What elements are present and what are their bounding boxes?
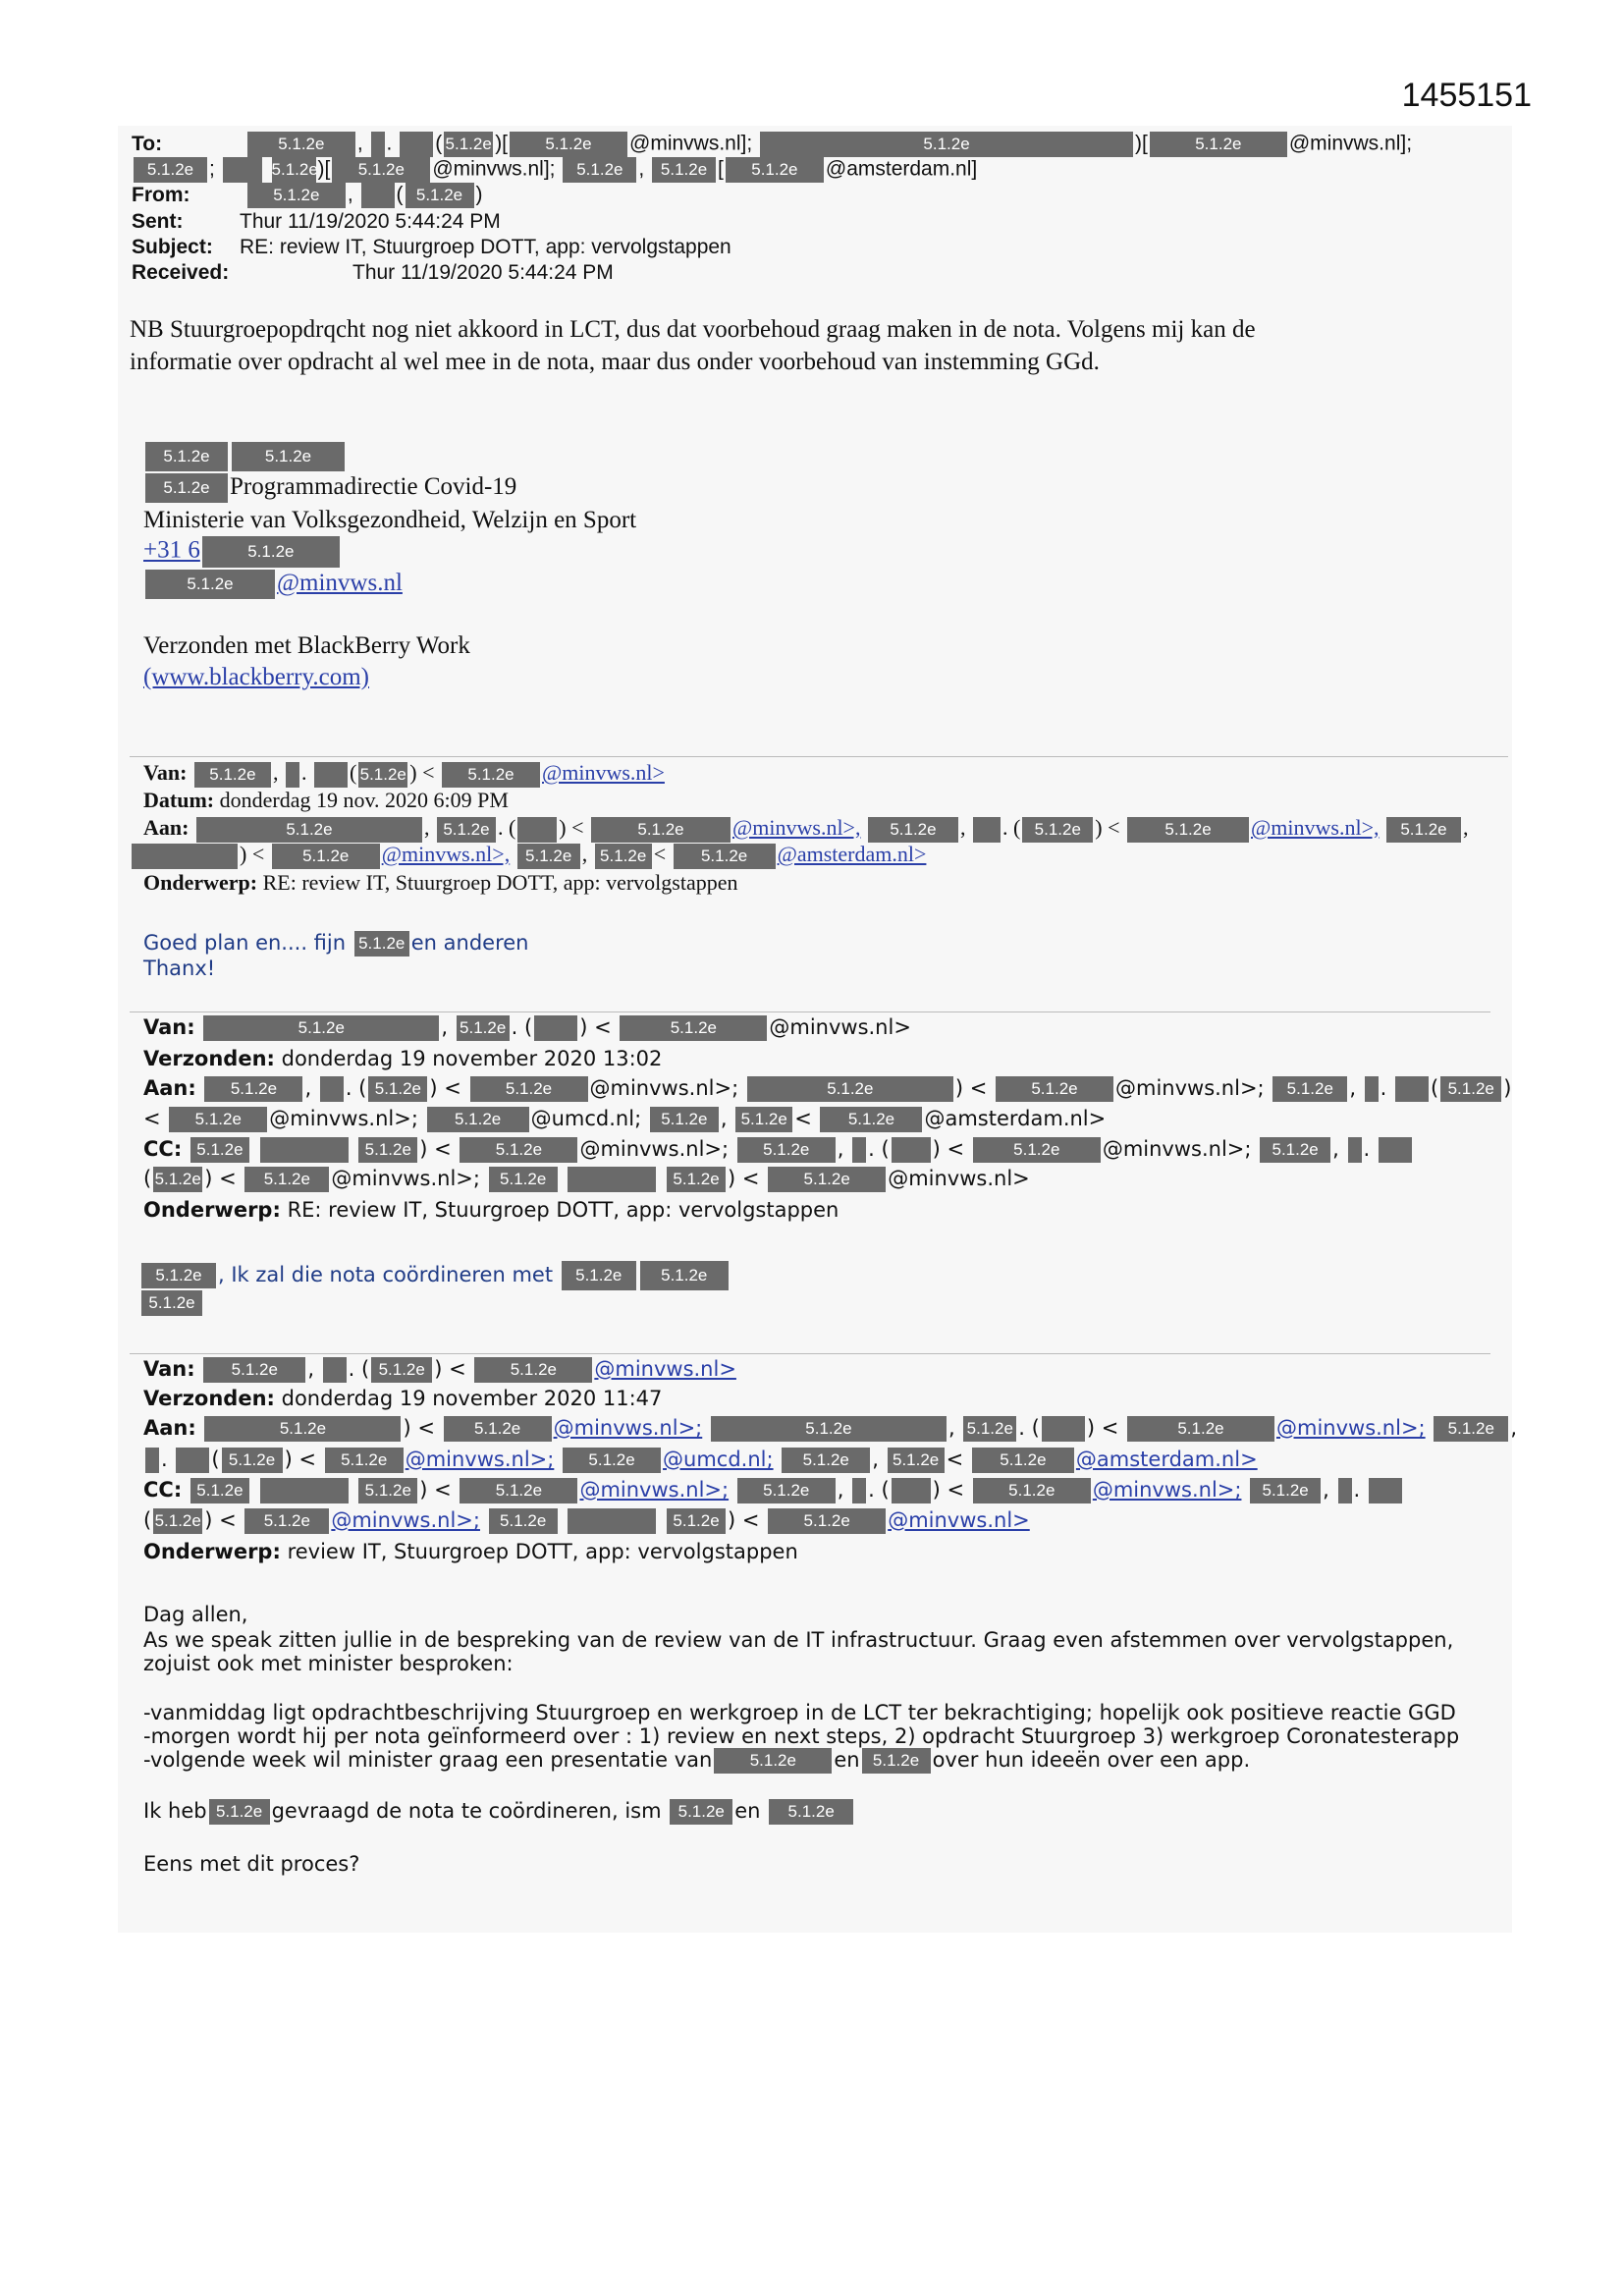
redaction xyxy=(534,1015,577,1041)
onderwerp-label: Onderwerp: xyxy=(143,1198,281,1222)
coord-en: en xyxy=(734,1799,761,1823)
redaction: 5.1.2e xyxy=(670,1799,732,1825)
verzonden-value: donderdag 19 november 2020 13:02 xyxy=(281,1047,663,1070)
msg3-aan-row2: . ( 5.1.2e ) < 5.1.2e @minvws.nl>; 5.1.2e @umcd.nl; 5.1.2e , 5.1.2e < 5.1.2e @amsterdam.nl> xyxy=(143,1448,1258,1473)
redaction: 5.1.2e xyxy=(737,1478,836,1503)
redaction: 5.1.2e xyxy=(737,1137,836,1163)
cc-label: CC: xyxy=(143,1137,183,1161)
msg1-datum-row xyxy=(143,788,509,813)
aan-label: Aan: xyxy=(143,1076,196,1100)
redaction xyxy=(1395,1076,1429,1102)
msg2-onderwerp-row xyxy=(143,1198,839,1222)
onderwerp-value: RE: review IT, Stuurgroep DOTT, app: vervolgstappen xyxy=(262,870,738,895)
redaction: 5.1.2e xyxy=(244,1508,329,1534)
redaction: 5.1.2e xyxy=(272,844,380,869)
van-label: Van: xyxy=(143,760,188,785)
email-link[interactable]: @minvws.nl>, xyxy=(1251,815,1380,840)
redaction xyxy=(568,1508,656,1534)
email-link[interactable]: @umcd.nl; xyxy=(663,1448,774,1471)
redaction: 5.1.2e xyxy=(194,762,271,788)
verzonden-label: Verzonden: xyxy=(143,1387,275,1410)
msg3-coord-row xyxy=(143,1799,855,1825)
redaction xyxy=(176,1448,209,1473)
redaction: 5.1.2e xyxy=(444,1416,552,1442)
email-link[interactable]: @minvws.nl> xyxy=(594,1357,736,1381)
sent-label: Sent: xyxy=(132,210,184,233)
redaction: 5.1.2e xyxy=(747,1076,953,1102)
redaction: 5.1.2e xyxy=(1022,817,1093,843)
signature-programme: Programmadirectie Covid-19 xyxy=(230,473,517,500)
msg2-aan-row2: < 5.1.2e @minvws.nl>; 5.1.2e @umcd.nl; 5.1.2e , 5.1.2e < 5.1.2e @amsterdam.nl> xyxy=(143,1107,1107,1130)
sent-value: Thur 11/19/2020 5:44:24 PM xyxy=(240,210,501,233)
onderwerp-value: review IT, Stuurgroep DOTT, app: vervolgstappen xyxy=(287,1540,798,1563)
header-from-row: From: 5.1.2e , ( 5.1.2e ) xyxy=(132,183,483,208)
redaction: 5.1.2e xyxy=(820,1107,922,1132)
redaction: 5.1.2e xyxy=(1260,1137,1330,1163)
bullet3-mid: en xyxy=(834,1748,860,1772)
email-domain: @minvws.nl> xyxy=(888,1167,1030,1190)
blackberry-link[interactable] xyxy=(143,664,369,691)
aan-label: Aan: xyxy=(143,815,189,840)
phone-link[interactable]: +31 6 xyxy=(143,536,200,564)
msg1-aan-row2: ) < 5.1.2e @minvws.nl>, 5.1.2e , 5.1.2e < 5.1.2e @amsterdam.nl> xyxy=(130,842,926,869)
msg3-bullet2: -morgen wordt hij per nota geïnformeerd over : 1) review en next steps, 2) opdracht Stuurgroep 3) werkgroep Coronatesterapp xyxy=(143,1724,1460,1748)
redaction: 5.1.2e xyxy=(325,1448,404,1473)
email-domain: @minvws.nl>; xyxy=(269,1107,418,1130)
email-link[interactable]: @minvws.nl>; xyxy=(579,1478,730,1502)
header-sent-row xyxy=(132,210,501,234)
redaction: 5.1.2e xyxy=(563,157,636,183)
redaction: 5.1.2e xyxy=(427,1107,529,1132)
divider xyxy=(130,1011,1490,1012)
redaction: 5.1.2e xyxy=(973,1478,1091,1503)
redaction: 5.1.2e xyxy=(862,1748,931,1774)
email-domain: @minvws.nl>; xyxy=(331,1167,480,1190)
to-label: To: xyxy=(132,132,163,155)
onderwerp-value: RE: review IT, Stuurgroep DOTT, app: vervolgstappen xyxy=(287,1198,839,1222)
msg3-cc-row1: CC: 5.1.2e 5.1.2e ) < 5.1.2e @minvws.nl>; 5.1.2e , . ( ) < 5.1.2e @minvws.nl>; 5.1.2e , . xyxy=(143,1478,1404,1503)
redaction: 5.1.2e xyxy=(620,1015,767,1041)
redaction: 5.1.2e xyxy=(247,183,346,208)
received-label: Received: xyxy=(132,261,230,284)
redaction: 5.1.2e xyxy=(652,157,716,183)
redaction xyxy=(132,844,238,869)
msg1-body-pre: Goed plan en.... fijn xyxy=(143,931,347,955)
email-domain: @minvws.nl>; xyxy=(1102,1137,1252,1161)
redaction xyxy=(1379,1137,1412,1163)
bullet3-post: over hun ideeën over een app. xyxy=(932,1748,1251,1772)
email-domain: @minvws.nl>; xyxy=(579,1137,730,1161)
blackberry-link-text[interactable]: (www.blackberry.com) xyxy=(143,664,369,690)
redaction: 5.1.2e xyxy=(714,1748,832,1774)
msg2-cc-row1: CC: 5.1.2e 5.1.2e ) < 5.1.2e @minvws.nl>; 5.1.2e , . ( ) < 5.1.2e @minvws.nl>; 5.1.2e , . xyxy=(143,1137,1414,1163)
redaction: 5.1.2e xyxy=(457,1015,510,1041)
redaction: 5.1.2e xyxy=(190,1478,249,1503)
redaction: 5.1.2e xyxy=(868,817,958,843)
redaction: 5.1.2e xyxy=(470,1076,588,1102)
datum-label: Datum: xyxy=(143,788,215,812)
redaction: 5.1.2e xyxy=(141,1263,216,1288)
redaction: 5.1.2e xyxy=(460,1478,577,1503)
redaction: 5.1.2e xyxy=(358,762,407,788)
msg3-greeting: Dag allen, xyxy=(143,1603,248,1626)
redaction: 5.1.2e xyxy=(782,1448,870,1473)
redaction xyxy=(323,1357,347,1383)
msg3-bullet1: -vanmiddag ligt opdrachtbeschrijving Stuurgroep en werkgroep in de LCT ter bekrachtiging; hopelijk ook positieve reactie GGD xyxy=(143,1701,1456,1724)
redaction: 5.1.2e xyxy=(145,442,228,471)
redaction: 5.1.2e xyxy=(272,157,316,183)
redaction xyxy=(852,1137,866,1163)
redaction xyxy=(892,1137,931,1163)
redaction: 5.1.2e xyxy=(667,1508,726,1534)
redaction: 5.1.2e xyxy=(203,1357,305,1383)
email-link[interactable]: @amsterdam.nl> xyxy=(1075,1448,1258,1471)
email-domain: @umcd.nl; xyxy=(530,1107,642,1130)
redaction: 5.1.2e xyxy=(232,442,345,471)
redaction: 5.1.2e xyxy=(1127,1416,1274,1442)
redaction: 5.1.2e xyxy=(145,473,228,503)
onderwerp-label: Onderwerp: xyxy=(143,870,258,895)
redaction: 5.1.2e xyxy=(460,1137,577,1163)
redaction xyxy=(145,1448,159,1473)
signature-name-row xyxy=(143,442,347,471)
email-link[interactable]: @amsterdam.nl> xyxy=(777,842,927,866)
redaction: 5.1.2e xyxy=(562,1261,636,1290)
redaction xyxy=(1042,1416,1085,1442)
email-link[interactable]: @minvws.nl>; xyxy=(1092,1478,1242,1502)
document-id: 1455151 xyxy=(1401,77,1532,114)
email-link[interactable]: @minvws.nl>; xyxy=(1275,1416,1426,1440)
redaction: 5.1.2e xyxy=(963,1416,1016,1442)
msg2-body-text: , Ik zal die nota coördineren met xyxy=(218,1263,554,1286)
redaction: 5.1.2e xyxy=(354,931,409,957)
msg2-body-row2 xyxy=(139,1290,204,1316)
coord-pre: Ik heb xyxy=(143,1799,207,1823)
msg1-body-line1 xyxy=(143,931,528,957)
redaction: 5.1.2e xyxy=(202,536,340,568)
redaction: 5.1.2e xyxy=(204,1416,401,1442)
msg1-aan-row1: Aan: 5.1.2e , 5.1.2e . ( ) < 5.1.2e @minvws.nl>, 5.1.2e , . ( 5.1.2e ) < 5.1.2e @minvws.nl>, 5.1.2e , xyxy=(143,815,1468,843)
verzonden-label: Verzonden: xyxy=(143,1047,275,1070)
msg3-para1-line2: zojuist ook met minister besproken: xyxy=(143,1652,514,1675)
redaction: 5.1.2e xyxy=(1250,1478,1321,1503)
redaction: 5.1.2e xyxy=(711,1416,947,1442)
redaction: 5.1.2e xyxy=(358,1137,417,1163)
redaction: 5.1.2e xyxy=(209,1799,270,1825)
redaction xyxy=(286,762,299,788)
verzonden-value: donderdag 19 november 2020 11:47 xyxy=(281,1387,663,1410)
subject-value: RE: review IT, Stuurgroep DOTT, app: vervolgstappen xyxy=(240,236,731,258)
email-domain: @minvws.nl>; xyxy=(1114,1076,1265,1100)
email-domain: @minvws.nl]; xyxy=(432,157,556,181)
redaction: 5.1.2e xyxy=(442,762,540,788)
redaction: 5.1.2e xyxy=(437,817,496,843)
msg2-cc-row2: ( 5.1.2e ) < 5.1.2e @minvws.nl>; 5.1.2e 5.1.2e ) < 5.1.2e @minvws.nl> xyxy=(143,1167,1030,1190)
redaction xyxy=(568,1167,656,1192)
redaction xyxy=(1365,1076,1379,1102)
redaction: 5.1.2e xyxy=(145,570,275,599)
redaction: 5.1.2e xyxy=(1272,1076,1347,1102)
redaction xyxy=(1369,1478,1402,1503)
subject-label: Subject: xyxy=(132,236,213,258)
email-domain: @minvws.nl]; xyxy=(1288,132,1413,155)
msg3-para1-line1: As we speak zitten jullie in de bespreking van de review van de IT infrastructuur. Graag even afstemmen over vervolgstappen, xyxy=(143,1628,1454,1652)
msg2-body xyxy=(139,1261,731,1290)
msg2-verzonden-row xyxy=(143,1047,662,1070)
from-label: From: xyxy=(132,183,190,206)
redaction xyxy=(1348,1137,1362,1163)
redaction xyxy=(361,183,395,208)
redaction xyxy=(1338,1478,1352,1503)
redaction: 5.1.2e xyxy=(591,817,731,843)
redaction: 5.1.2e xyxy=(196,817,422,843)
redaction: 5.1.2e xyxy=(141,1290,202,1316)
msg3-onderwerp-row xyxy=(143,1540,798,1563)
msg2-aan-row1: Aan: 5.1.2e , . ( 5.1.2e ) < 5.1.2e @minvws.nl>; 5.1.2e ) < 5.1.2e @minvws.nl>; 5.1.2e , . ( 5.1.2e ) xyxy=(143,1076,1512,1100)
redaction: 5.1.2e xyxy=(1434,1416,1508,1442)
redaction: 5.1.2e xyxy=(1127,817,1249,843)
redaction xyxy=(892,1478,931,1503)
redaction: 5.1.2e xyxy=(153,1508,202,1534)
msg3-closing: Eens met dit proces? xyxy=(143,1852,360,1876)
redaction: 5.1.2e xyxy=(204,1076,302,1102)
email-domain: @amsterdam.nl> xyxy=(924,1107,1107,1130)
redaction: 5.1.2e xyxy=(169,1107,267,1132)
redaction: 5.1.2e xyxy=(489,1167,558,1192)
redaction: 5.1.2e xyxy=(760,132,1133,157)
redaction: 5.1.2e xyxy=(768,1167,886,1192)
redaction xyxy=(852,1478,866,1503)
aan-label: Aan: xyxy=(143,1416,196,1440)
redaction: 5.1.2e xyxy=(1150,132,1287,157)
redaction xyxy=(517,817,557,843)
redaction: 5.1.2e xyxy=(247,132,355,157)
redaction: 5.1.2e xyxy=(406,183,474,208)
msg3-verzonden-row xyxy=(143,1387,662,1410)
divider xyxy=(130,1353,1490,1354)
signature-phone-row xyxy=(143,536,342,568)
redaction: 5.1.2e xyxy=(134,157,207,183)
signature-programme-row xyxy=(143,473,516,503)
msg3-bullet3 xyxy=(143,1748,1250,1774)
email-link[interactable]: @minvws.nl>; xyxy=(405,1448,555,1471)
redaction: 5.1.2e xyxy=(153,1167,202,1192)
signature-ministry: Ministerie van Volksgezondheid, Welzijn en Sport xyxy=(143,507,637,533)
msg1-onderwerp-row xyxy=(143,870,737,896)
redaction: 5.1.2e xyxy=(768,1508,886,1534)
email-link[interactable]: @minvws.nl xyxy=(277,570,403,596)
redaction: 5.1.2e xyxy=(203,1015,439,1041)
email-link[interactable]: @minvws.nl>, xyxy=(381,842,511,866)
msg3-cc-row2: ( 5.1.2e ) < 5.1.2e @minvws.nl>; 5.1.2e 5.1.2e ) < 5.1.2e @minvws.nl> xyxy=(143,1508,1030,1532)
redaction: 5.1.2e xyxy=(371,1357,432,1383)
redaction: 5.1.2e xyxy=(444,132,493,157)
msg1-van-row: Van: 5.1.2e , . ( 5.1.2e ) < 5.1.2e @minvws.nl> xyxy=(143,760,665,788)
email-link[interactable]: @minvws.nl>, xyxy=(732,815,861,840)
header-subject-row xyxy=(132,236,731,259)
msg1-body-post: en anderen xyxy=(410,931,529,955)
redaction: 5.1.2e xyxy=(190,1137,249,1163)
redaction: 5.1.2e xyxy=(368,1076,427,1102)
msg1-body-thanx: Thanx! xyxy=(143,957,216,980)
redaction: 5.1.2e xyxy=(726,157,824,183)
redaction xyxy=(400,132,433,157)
redaction: 5.1.2e xyxy=(972,1448,1074,1473)
onderwerp-label: Onderwerp: xyxy=(143,1540,281,1563)
van-label: Van: xyxy=(143,1015,195,1039)
body-line: informatie over opdracht al wel mee in de nota, maar dus onder voorbehoud van instemming GGd. xyxy=(130,349,1100,375)
redaction xyxy=(973,817,1001,843)
redaction: 5.1.2e xyxy=(640,1261,729,1290)
email-domain: @minvws.nl]; xyxy=(629,132,753,155)
redaction: 5.1.2e xyxy=(332,157,430,183)
email-domain: @minvws.nl>; xyxy=(589,1076,739,1100)
redaction: 5.1.2e xyxy=(667,1167,726,1192)
redaction xyxy=(371,132,385,157)
cc-label: CC: xyxy=(143,1478,183,1502)
redaction: 5.1.2e xyxy=(1440,1076,1501,1102)
van-label: Van: xyxy=(143,1357,195,1381)
redaction: 5.1.2e xyxy=(474,1357,592,1383)
redaction: 5.1.2e xyxy=(358,1478,417,1503)
redaction: 5.1.2e xyxy=(222,1448,283,1473)
redaction: 5.1.2e xyxy=(563,1448,661,1473)
coord-mid: gevraagd de nota te coördineren, ism xyxy=(271,1799,662,1823)
redaction: 5.1.2e xyxy=(510,132,627,157)
redaction: 5.1.2e xyxy=(650,1107,719,1132)
redaction xyxy=(260,1478,349,1503)
redaction: 5.1.2e xyxy=(769,1799,853,1825)
header-received-row xyxy=(132,261,614,285)
datum-value: donderdag 19 nov. 2020 6:09 PM xyxy=(219,788,509,812)
redaction: 5.1.2e xyxy=(1386,817,1461,843)
divider xyxy=(130,756,1508,757)
email-link[interactable]: @minvws.nl>; xyxy=(331,1508,480,1532)
bullet3-pre: -volgende week wil minister graag een presentatie van xyxy=(143,1748,713,1772)
body-line: NB Stuurgroepopdrqcht nog niet akkoord in LCT, dus dat voorbehoud graag maken in de nota. Volgens mij kan de xyxy=(130,316,1256,343)
signature-email-row xyxy=(143,570,403,599)
redaction: 5.1.2e xyxy=(888,1448,945,1473)
email-link[interactable]: @minvws.nl> xyxy=(888,1508,1030,1532)
redaction xyxy=(314,762,348,788)
redaction: 5.1.2e xyxy=(973,1137,1101,1163)
redaction: 5.1.2e xyxy=(244,1167,329,1192)
redaction: 5.1.2e xyxy=(489,1508,558,1534)
msg3-van-row: Van: 5.1.2e , . ( 5.1.2e ) < 5.1.2e @minvws.nl> xyxy=(143,1357,736,1381)
email-domain: @amsterdam.nl] xyxy=(825,157,978,181)
email-link[interactable]: @minvws.nl>; xyxy=(553,1416,703,1440)
email-domain: @minvws.nl> xyxy=(769,1015,911,1039)
redaction: 5.1.2e xyxy=(735,1107,792,1132)
redaction: 5.1.2e xyxy=(674,844,776,869)
redaction: 5.1.2e xyxy=(996,1076,1113,1102)
received-value: Thur 11/19/2020 5:44:24 PM xyxy=(352,261,614,284)
redaction xyxy=(223,157,262,183)
redaction xyxy=(320,1076,344,1102)
header-to-row2: 5.1.2e ; 5.1.2e)[ 5.1.2e @minvws.nl]; 5.1.2e , 5.1.2e [ 5.1.2e @amsterdam.nl] xyxy=(132,157,977,183)
redaction xyxy=(260,1137,349,1163)
header-to-row1: To: 5.1.2e , . ( 5.1.2e )[ 5.1.2e @minvws.nl]; 5.1.2e )[ 5.1.2e @minvws.nl]; xyxy=(132,132,1412,157)
redaction: 5.1.2e xyxy=(595,844,652,869)
msg3-aan-row1: Aan: 5.1.2e ) < 5.1.2e @minvws.nl>; 5.1.2e , 5.1.2e . ( ) < 5.1.2e @minvws.nl>; 5.1.2e , xyxy=(143,1416,1517,1440)
redaction: 5.1.2e xyxy=(517,844,580,869)
email-link[interactable]: @minvws.nl> xyxy=(542,760,665,785)
msg2-van-row: Van: 5.1.2e , 5.1.2e . ( ) < 5.1.2e @minvws.nl> xyxy=(143,1015,911,1039)
sent-with-blackberry: Verzonden met BlackBerry Work xyxy=(143,632,470,659)
